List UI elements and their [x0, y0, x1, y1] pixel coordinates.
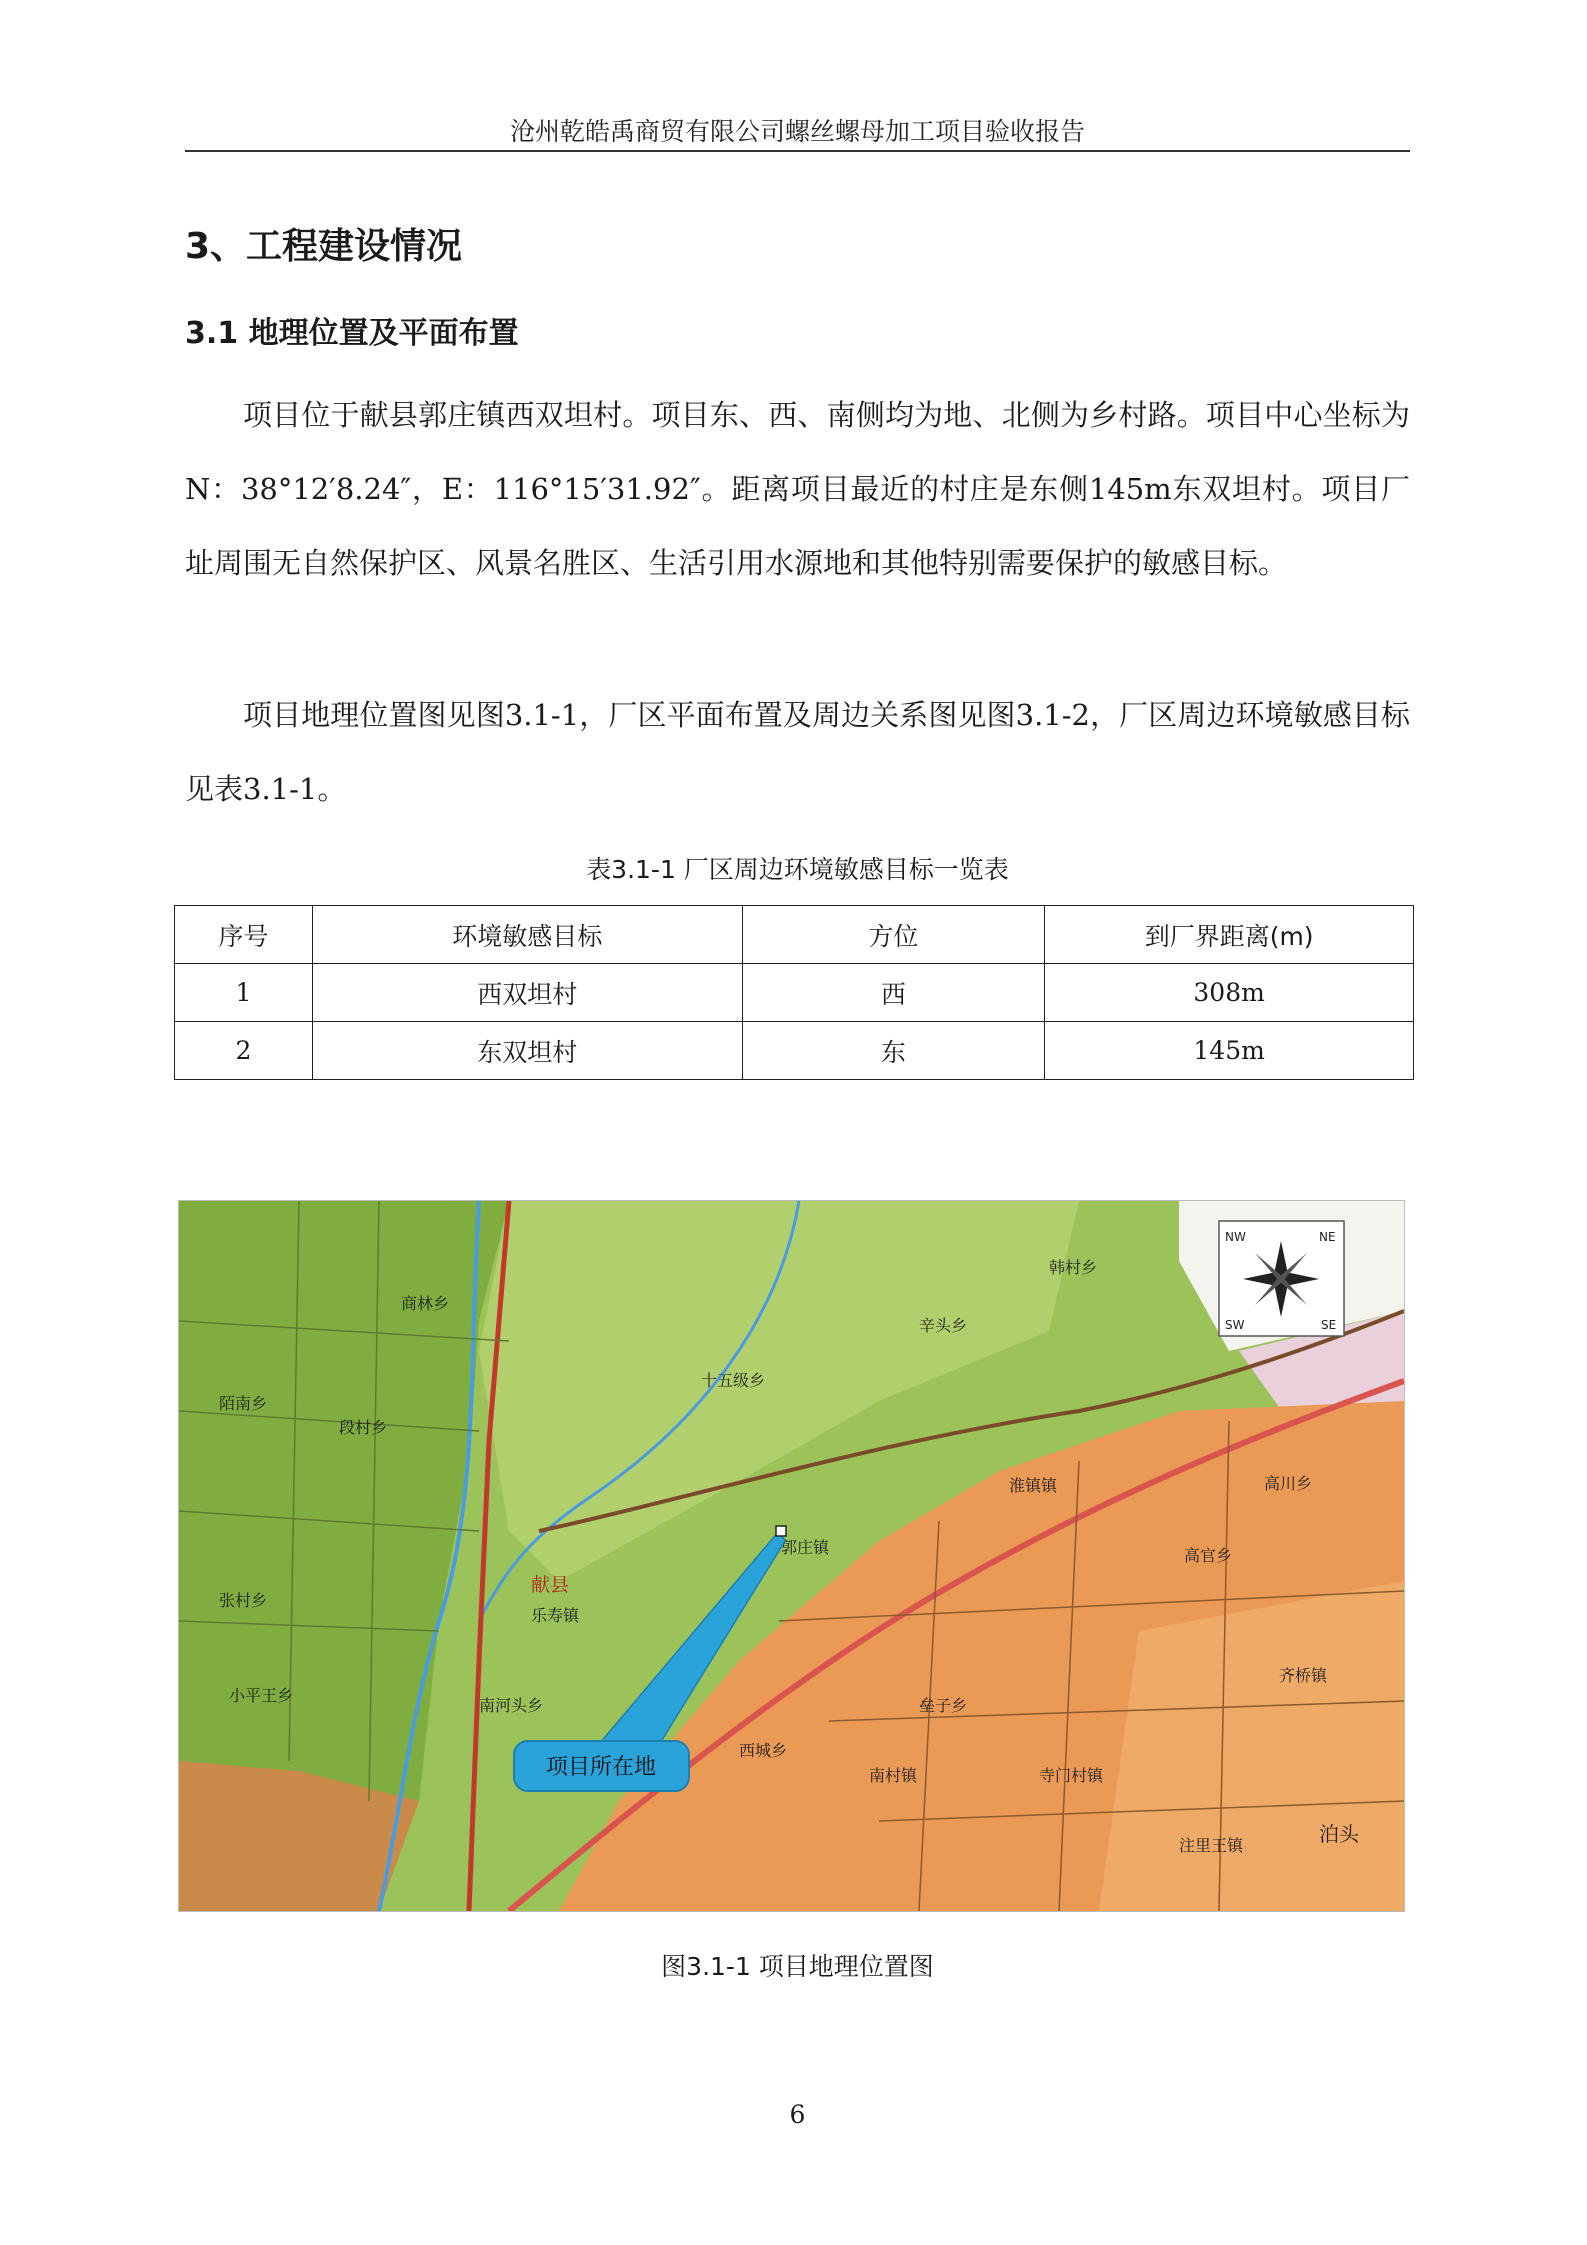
town-label: 十五级乡 [701, 1371, 766, 1390]
town-label: 商林乡 [401, 1294, 450, 1313]
sensitive-targets-table [174, 905, 1414, 1080]
town-label: 张村乡 [219, 1591, 268, 1610]
town-label: 献县 [531, 1574, 570, 1596]
town-label: 泊头 [1319, 1822, 1359, 1846]
table-header-cell: 环境敏感目标 [312, 906, 742, 964]
location-map [178, 1200, 1405, 1912]
town-label: 西城乡 [739, 1741, 788, 1760]
table-header-cell: 到厂界距离(m) [1045, 906, 1414, 964]
town-label: 高官乡 [1184, 1546, 1233, 1565]
town-label: 小平王乡 [229, 1686, 294, 1705]
map-region-southeast-light [1099, 1581, 1404, 1911]
table-cell: 1 [175, 964, 313, 1022]
paragraph-location: 项目位于献县郭庄镇西双坦村。项目东、西、南侧均为地、北侧为乡村路。项目中心坐标为N：38°12′8.24″，E：116°15′31.92″。距离项目最近的村庄是东侧145m东双坦村。项目厂址周围无自然保护区、风景名胜区、生活引用水源地和其他特别需要保护的敏感目标。 [185, 398, 1410, 580]
town-label: 陌南乡 [219, 1394, 268, 1413]
table-cell: 2 [175, 1022, 313, 1080]
subsection-heading: 3.1 地理位置及平面布置 [185, 316, 519, 351]
table-header-cell: 序号 [175, 906, 313, 964]
compass-label: NE [1319, 1230, 1336, 1244]
table-cell: 西双坦村 [312, 964, 742, 1022]
page-number: 6 [789, 2100, 806, 2129]
table-row [175, 964, 1414, 1022]
table-header-row [175, 906, 1414, 964]
table-caption: 表3.1-1 厂区周边环境敏感目标一览表 [586, 855, 1009, 884]
compass-label: SW [1225, 1318, 1245, 1332]
compass-rose [1219, 1221, 1344, 1336]
town-label: 郭庄镇 [781, 1538, 830, 1557]
figure-caption: 图3.1-1 项目地理位置图 [661, 1952, 934, 1981]
paragraph-references: 项目地理位置图见图3.1-1，厂区平面布置及周边关系图见图3.1-2，厂区周边环境敏感目标见表3.1-1。 [185, 698, 1410, 806]
section-heading: 3、工程建设情况 [185, 226, 463, 267]
town-label: 乐寿镇 [531, 1606, 580, 1625]
town-label: 韩村乡 [1049, 1258, 1098, 1277]
town-label: 淮镇镇 [1009, 1476, 1058, 1495]
table-cell: 145m [1045, 1022, 1414, 1080]
town-label: 寺门村镇 [1039, 1766, 1104, 1785]
project-marker [776, 1526, 786, 1536]
callout-label: 项目所在地 [545, 1755, 657, 1780]
table-row [175, 1022, 1414, 1080]
table-cell: 308m [1045, 964, 1414, 1022]
header-rule [185, 150, 1410, 152]
compass-label: SE [1321, 1318, 1337, 1332]
page-header: 沧州乾皓禹商贸有限公司螺丝螺母加工项目验收报告 [509, 117, 1085, 146]
town-label: 段村乡 [339, 1418, 388, 1437]
town-label: 垒子乡 [919, 1696, 968, 1715]
table-cell: 东 [742, 1022, 1045, 1080]
town-label: 南河头乡 [479, 1696, 544, 1715]
table-cell: 西 [742, 964, 1045, 1022]
town-label: 南村镇 [869, 1766, 918, 1785]
town-label: 辛头乡 [919, 1316, 968, 1335]
table-header-cell: 方位 [742, 906, 1045, 964]
compass-label: NW [1225, 1230, 1246, 1244]
town-label: 齐桥镇 [1279, 1666, 1328, 1685]
town-label: 高川乡 [1264, 1474, 1313, 1493]
town-label: 注里王镇 [1179, 1836, 1244, 1855]
table-cell: 东双坦村 [312, 1022, 742, 1080]
